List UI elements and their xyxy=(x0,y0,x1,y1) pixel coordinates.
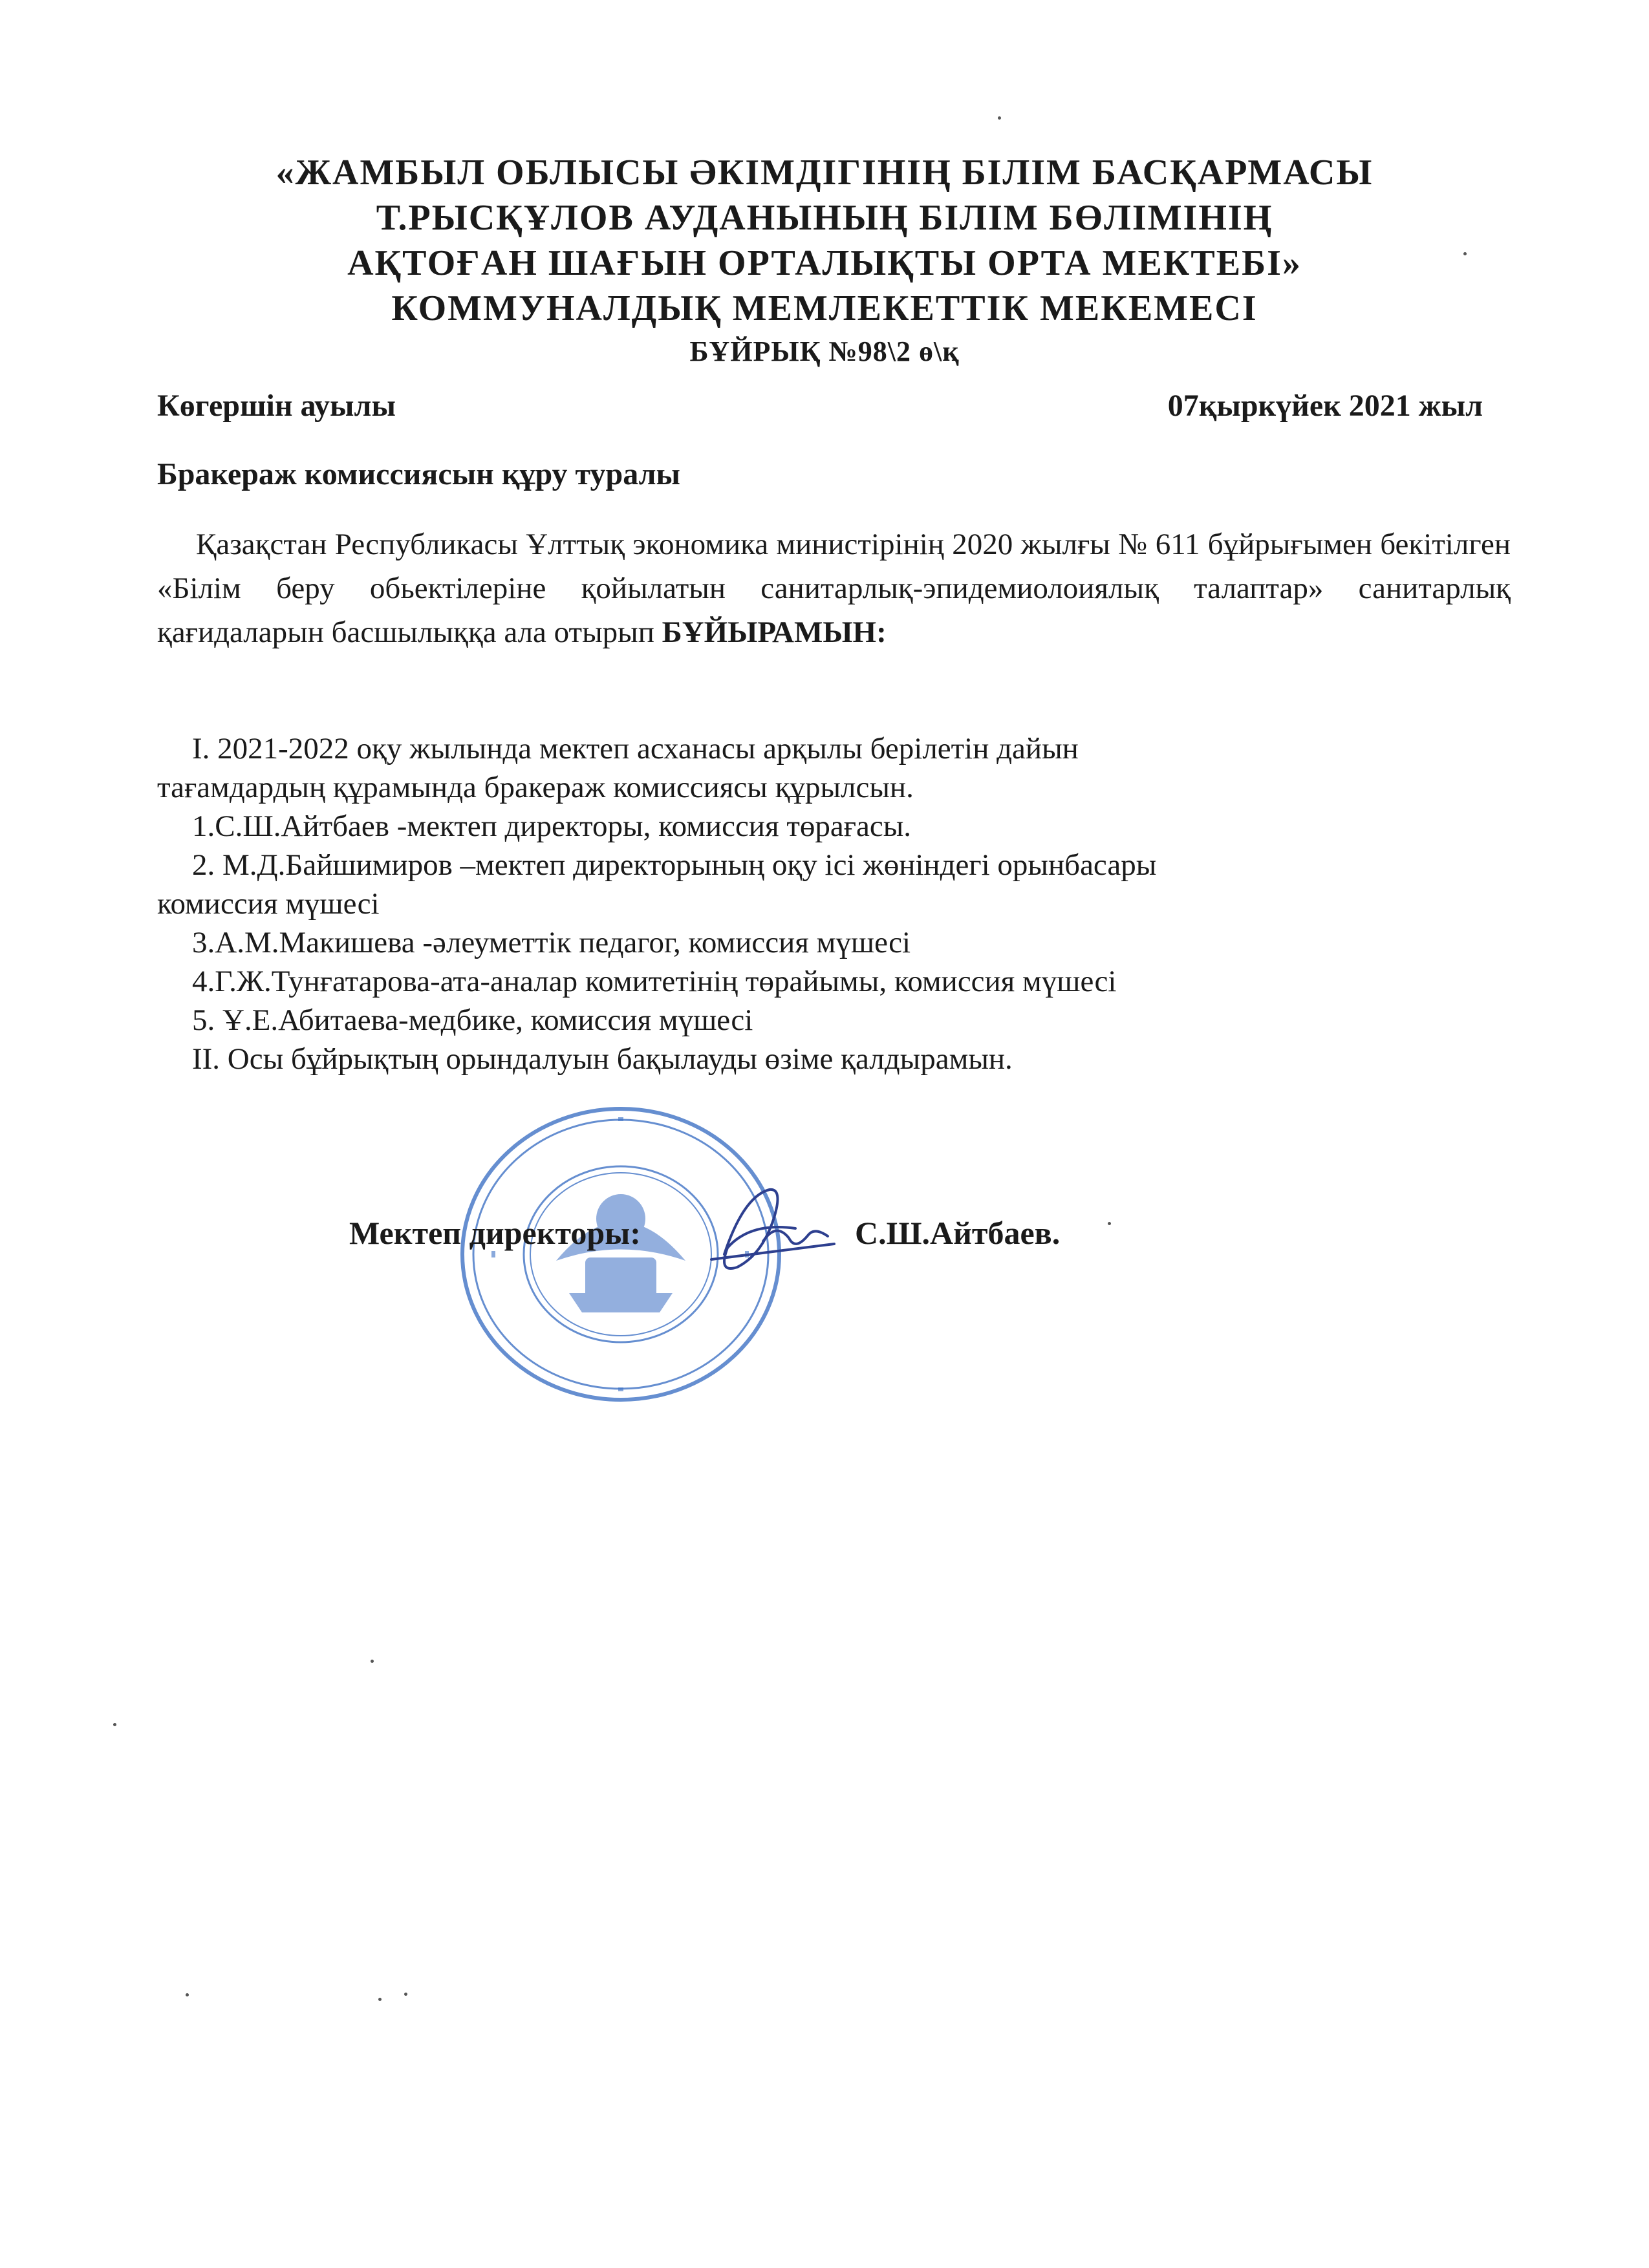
director-signature xyxy=(698,1177,841,1287)
order-number: БҰЙРЫҚ №98\2 ө\қ xyxy=(689,336,960,367)
order-item: тағамдардың құрамында бракераж комиссиясы құрылсын. xyxy=(157,771,914,804)
header-line-1: «ЖАМБЫЛ ОБЛЫСЫ ӘКІМДІГІНІҢ БІЛІМ БАСҚАРМАСЫ xyxy=(275,153,1374,193)
order-item: ІІ. Осы бұйрықтың орындалуын бақылауды өзіме қалдырамын. xyxy=(192,1042,1013,1076)
preamble-paragraph xyxy=(157,522,1511,654)
preamble-text: Қазақстан Республикасы Ұлттық экономика министірінің 2020 жылғы № 611 бұйрығымен бекітілген «Білім беру обьектілеріне қойылатын санитарлық-эпидемиолоиялық талаптар» санитарлық қағидаларын басшылыққа ала отырып xyxy=(157,528,1511,649)
scan-speck xyxy=(186,1993,189,1996)
signature-block xyxy=(349,1214,1061,1252)
order-item: 5. Ұ.Е.Абитаева-медбике, комиссия мүшесі xyxy=(192,1003,753,1037)
order-item: 2. М.Д.Байшимиров –мектеп директорының оқу ісі жөніндегі орынбасары xyxy=(192,848,1157,882)
scan-speck xyxy=(998,116,1001,120)
order-subject: Бракераж комиссиясын құру туралы xyxy=(157,457,681,491)
header-line-4: КОММУНАЛДЫҚ МЕМЛЕКЕТТІК МЕКЕМЕСІ xyxy=(391,288,1258,328)
order-item: 3.А.М.Макишева -әлеуметтік педагог, комиссия мүшесі xyxy=(192,926,911,959)
village-name: Көгершін ауылы xyxy=(157,389,396,423)
scan-speck xyxy=(371,1660,374,1663)
header-line-2: Т.РЫСҚҰЛОВ АУДАНЫНЫҢ БІЛІМ БӨЛІМІНІҢ xyxy=(376,198,1273,238)
order-item: І. 2021-2022 оқу жылында мектеп асханасы арқылы берілетін дайын xyxy=(192,732,1079,765)
scan-speck xyxy=(404,1993,407,1996)
order-item: комиссия мүшесі xyxy=(157,887,380,921)
scan-speck xyxy=(378,1998,382,2001)
order-items xyxy=(157,729,1511,1078)
place-date-row xyxy=(157,388,1483,433)
order-item: 4.Г.Ж.Тунғатарова-ата-аналар комитетінің төрайымы, комиссия мүшесі xyxy=(192,965,1117,998)
scan-speck xyxy=(1463,252,1467,255)
signatory-name: С.Ш.Айтбаев. xyxy=(855,1215,1061,1251)
header-line-3: АҚТОҒАН ШАҒЫН ОРТАЛЫҚТЫ ОРТА МЕКТЕБІ» xyxy=(347,243,1302,283)
scan-speck xyxy=(1108,1222,1111,1225)
document-header xyxy=(0,150,1649,372)
order-word: БҰЙЫРАМЫН: xyxy=(662,615,887,649)
order-date: 07қыркүйек 2021 жыл xyxy=(1167,389,1483,423)
order-item: 1.С.Ш.Айтбаев -мектеп директоры, комиссия төрағасы. xyxy=(192,809,912,843)
signatory-title: Мектеп директоры: xyxy=(349,1215,641,1251)
scan-speck xyxy=(113,1723,116,1726)
